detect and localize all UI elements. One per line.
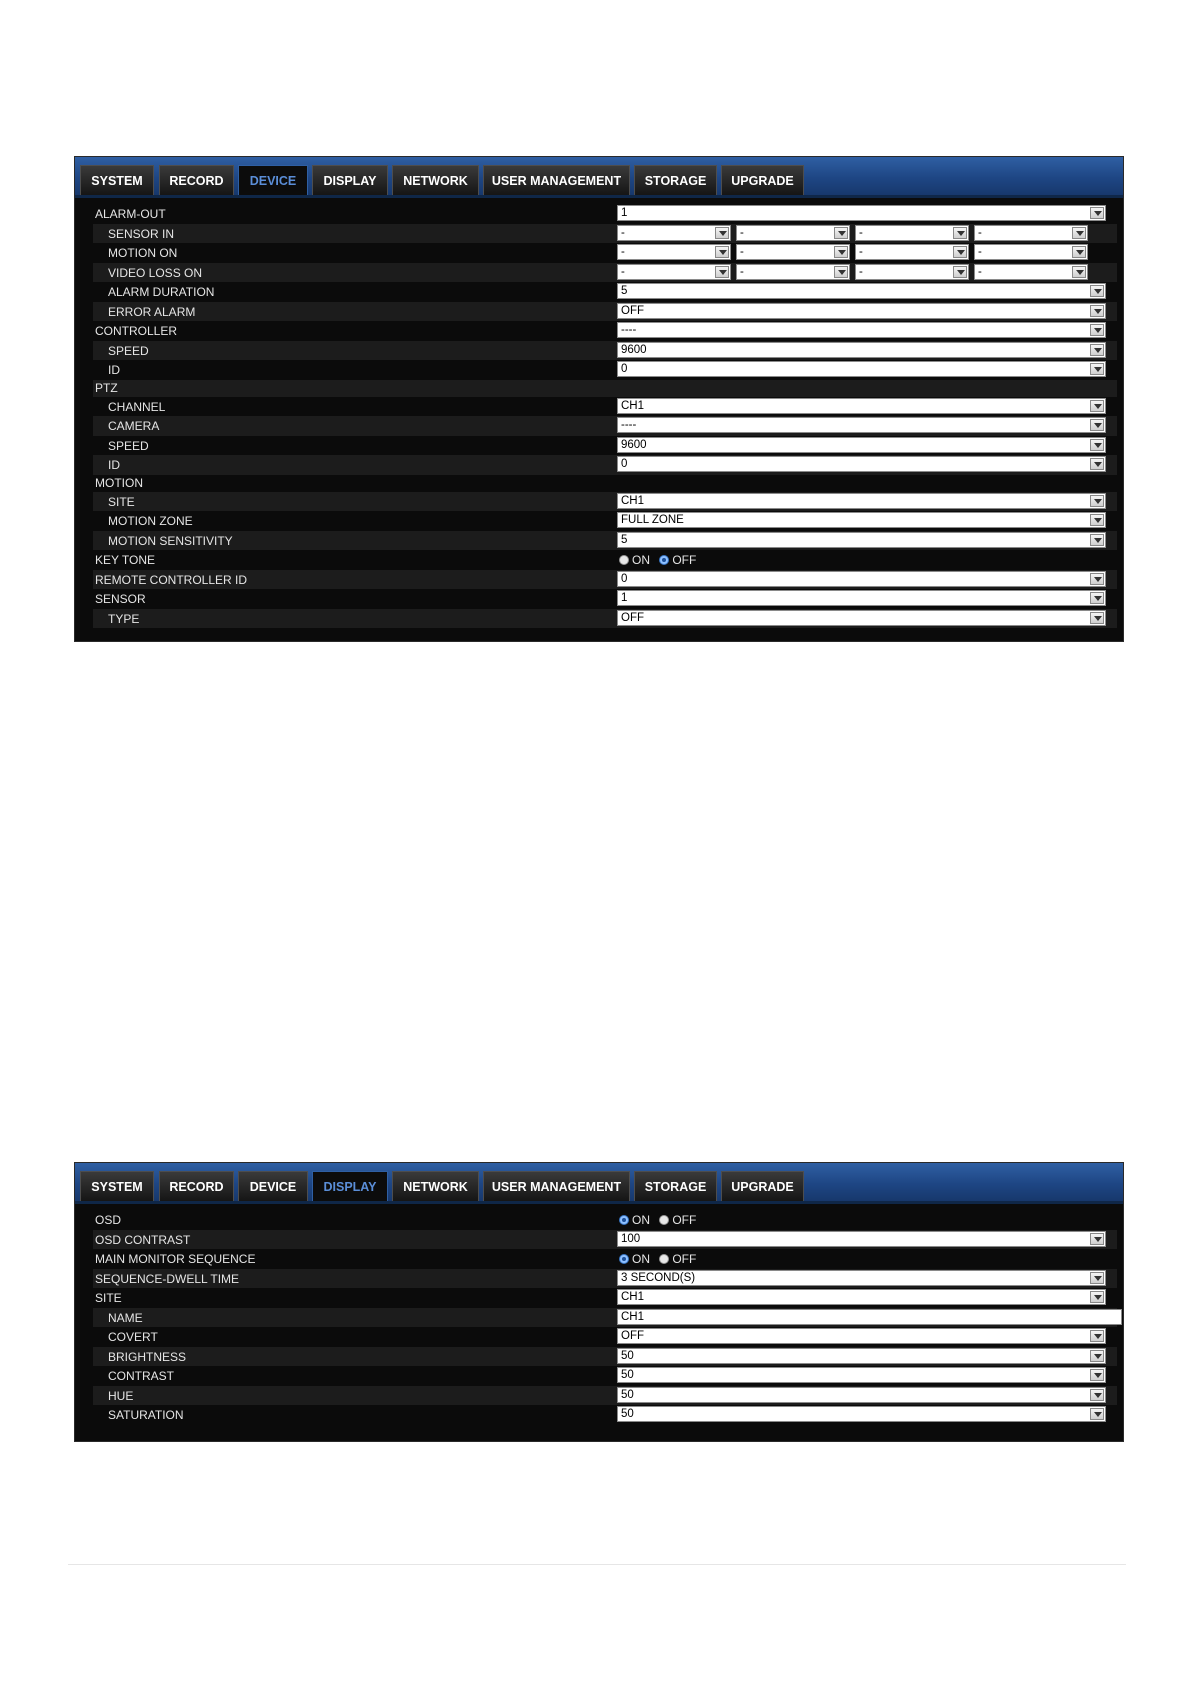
tab-user-management[interactable]: USER MANAGEMENT (483, 165, 630, 195)
chevron-down-icon[interactable] (1090, 1330, 1104, 1342)
key-tone-label: KEY TONE (95, 553, 156, 567)
row-contrast (93, 1366, 1117, 1386)
motion-site-label: SITE (108, 494, 135, 509)
sequence-dwell-time-select[interactable]: 3 SECOND(S) (617, 1270, 1106, 1286)
chevron-down-icon[interactable] (1090, 573, 1104, 585)
ptz-channel-label: CHANNEL (108, 399, 166, 414)
motion-zone-label: MOTION ZONE (108, 514, 193, 528)
display-settings-panel (74, 1162, 1124, 1442)
chevron-down-icon[interactable] (953, 227, 967, 239)
chevron-down-icon[interactable] (1090, 305, 1104, 317)
video-loss-on-select-1[interactable]: - (617, 264, 731, 280)
row-ptz-camera (93, 416, 1117, 436)
chevron-down-icon[interactable] (1090, 1389, 1104, 1401)
osd-off-radio[interactable]: OFF (659, 1213, 696, 1227)
row-brightness (93, 1347, 1117, 1367)
motion-on-select-3[interactable]: - (855, 244, 969, 260)
osd-radio-group (619, 1213, 702, 1227)
tab-upgrade[interactable]: UPGRADE (721, 1171, 804, 1201)
alarm-duration-label: ALARM DURATION (108, 285, 215, 299)
controller-id-select[interactable]: 0 (617, 361, 1106, 377)
chevron-down-icon[interactable] (1090, 207, 1104, 219)
row-motion-site (93, 492, 1117, 512)
motion-on-select-2[interactable]: - (736, 244, 850, 260)
tab-storage[interactable]: STORAGE (634, 165, 717, 195)
controller-label: CONTROLLER (95, 324, 178, 338)
chevron-down-icon[interactable] (834, 227, 848, 239)
alarm-out-select[interactable]: 1 (617, 205, 1106, 221)
sensor-in-select-3[interactable]: - (855, 225, 969, 241)
radio-checked-icon[interactable] (659, 555, 669, 565)
radio-checked-icon[interactable] (619, 1254, 629, 1264)
sequence-dwell-time-label: SEQUENCE-DWELL TIME (95, 1271, 240, 1286)
controller-speed-label: SPEED (108, 343, 149, 358)
chevron-down-icon[interactable] (1090, 1291, 1104, 1303)
chevron-down-icon[interactable] (1090, 612, 1104, 624)
chevron-down-icon[interactable] (1090, 458, 1104, 470)
tab-bar (75, 1163, 1123, 1204)
tab-record[interactable]: RECORD (159, 165, 234, 195)
contrast-select[interactable]: 50 (617, 1367, 1106, 1383)
key-tone-off-radio[interactable]: OFF (659, 553, 696, 567)
tab-storage[interactable]: STORAGE (634, 1171, 717, 1201)
radio-unchecked-icon[interactable] (659, 1254, 669, 1264)
radio-unchecked-icon[interactable] (619, 555, 629, 565)
chevron-down-icon[interactable] (1072, 227, 1086, 239)
tab-device[interactable]: DEVICE (238, 1171, 308, 1201)
row-controller-speed (93, 341, 1117, 361)
chevron-down-icon[interactable] (1090, 534, 1104, 546)
row-ptz-speed (93, 436, 1117, 456)
osd-on-radio[interactable]: ON (619, 1213, 650, 1227)
chevron-down-icon[interactable] (834, 246, 848, 258)
chevron-down-icon[interactable] (1090, 592, 1104, 604)
motion-on-select-1[interactable]: - (617, 244, 731, 260)
chevron-down-icon[interactable] (715, 227, 729, 239)
ptz-speed-select[interactable]: 9600 (617, 437, 1106, 453)
motion-on-select-4[interactable]: - (974, 244, 1088, 260)
key-tone-radio-group (619, 553, 702, 567)
settings-list (93, 204, 1117, 628)
page-divider (68, 1564, 1126, 1565)
chevron-down-icon[interactable] (1090, 324, 1104, 336)
tab-upgrade[interactable]: UPGRADE (721, 165, 804, 195)
chevron-down-icon[interactable] (1090, 1233, 1104, 1245)
tab-record[interactable]: RECORD (159, 1171, 234, 1201)
main-monitor-sequence-radio-group (619, 1252, 702, 1266)
row-sensor-in (93, 224, 1117, 244)
tab-display[interactable]: DISPLAY (312, 165, 388, 195)
covert-select[interactable]: OFF (617, 1328, 1106, 1344)
video-loss-on-select-4[interactable]: - (974, 264, 1088, 280)
tab-bar (75, 157, 1123, 198)
chevron-down-icon[interactable] (1090, 495, 1104, 507)
motion-sensitivity-label: MOTION SENSITIVITY (108, 533, 233, 548)
sensor-in-select-1[interactable]: - (617, 225, 731, 241)
controller-id-label: ID (108, 363, 120, 377)
ptz-channel-select[interactable]: CH1 (617, 398, 1106, 414)
sequence-off-radio[interactable]: OFF (659, 1252, 696, 1266)
row-video-loss-on (93, 263, 1117, 283)
covert-label: COVERT (108, 1330, 158, 1344)
row-motion-zone (93, 511, 1117, 531)
chevron-down-icon[interactable] (1090, 419, 1104, 431)
sensor-in-select-4[interactable]: - (974, 225, 1088, 241)
chevron-down-icon[interactable] (1090, 1272, 1104, 1284)
row-motion-sensitivity (93, 531, 1117, 551)
chevron-down-icon[interactable] (1072, 246, 1086, 258)
osd-contrast-select[interactable]: 100 (617, 1231, 1106, 1247)
chevron-down-icon[interactable] (1072, 266, 1086, 278)
tab-display[interactable]: DISPLAY (312, 1171, 388, 1201)
row-ptz (93, 380, 1117, 397)
sensor-label: SENSOR (95, 592, 146, 606)
ptz-speed-label: SPEED (108, 438, 149, 453)
key-tone-on-radio[interactable]: ON (619, 553, 650, 567)
chevron-down-icon[interactable] (1090, 344, 1104, 356)
row-ptz-channel (93, 397, 1117, 417)
chevron-down-icon[interactable] (1090, 1350, 1104, 1362)
chevron-down-icon[interactable] (1090, 1369, 1104, 1381)
sequence-on-radio[interactable]: ON (619, 1252, 650, 1266)
chevron-down-icon[interactable] (953, 266, 967, 278)
chevron-down-icon[interactable] (1090, 400, 1104, 412)
row-controller (93, 321, 1117, 341)
row-error-alarm (93, 302, 1117, 322)
row-remote-controller-id (93, 570, 1117, 590)
row-name (93, 1308, 1117, 1328)
remote-controller-id-select[interactable]: 0 (617, 571, 1106, 587)
sensor-select[interactable]: 1 (617, 590, 1106, 606)
chevron-down-icon[interactable] (1090, 439, 1104, 451)
radio-checked-icon[interactable] (619, 1215, 629, 1225)
row-sensor (93, 589, 1117, 609)
main-monitor-sequence-label: MAIN MONITOR SEQUENCE (95, 1252, 256, 1266)
video-loss-on-label: VIDEO LOSS ON (108, 265, 203, 280)
name-input[interactable]: CH1 (617, 1309, 1122, 1325)
name-label: NAME (108, 1310, 143, 1325)
motion-label: MOTION (95, 475, 143, 490)
sensor-in-select-2[interactable]: - (736, 225, 850, 241)
settings-list (93, 1210, 1117, 1425)
motion-zone-select[interactable]: FULL ZONE (617, 512, 1106, 528)
row-hue (93, 1386, 1117, 1406)
video-loss-on-select-2[interactable]: - (736, 264, 850, 280)
sensor-in-label: SENSOR IN (108, 226, 175, 241)
contrast-label: CONTRAST (108, 1369, 174, 1383)
chevron-down-icon[interactable] (1090, 1408, 1104, 1420)
tab-user-management[interactable]: USER MANAGEMENT (483, 1171, 630, 1201)
ptz-label: PTZ (95, 380, 118, 395)
chevron-down-icon[interactable] (834, 266, 848, 278)
motion-sensitivity-select[interactable]: 5 (617, 532, 1106, 548)
alarm-duration-select[interactable]: 5 (617, 283, 1106, 299)
motion-on-label: MOTION ON (108, 246, 178, 260)
motion-site-select[interactable]: CH1 (617, 493, 1106, 509)
error-alarm-label: ERROR ALARM (108, 304, 196, 319)
controller-select[interactable]: ---- (617, 322, 1106, 338)
row-osd (93, 1210, 1117, 1230)
osd-contrast-label: OSD CONTRAST (95, 1232, 191, 1247)
tab-system[interactable]: SYSTEM (80, 1171, 154, 1201)
brightness-label: BRIGHTNESS (108, 1349, 187, 1364)
tab-system[interactable]: SYSTEM (80, 165, 154, 195)
chevron-down-icon[interactable] (1090, 514, 1104, 526)
chevron-down-icon[interactable] (1090, 285, 1104, 297)
row-alarm-duration (93, 282, 1117, 302)
chevron-down-icon[interactable] (953, 246, 967, 258)
tab-device[interactable]: DEVICE (238, 165, 308, 195)
row-motion-on (93, 243, 1117, 263)
row-sequence-dwell-time (93, 1269, 1117, 1289)
ptz-camera-select[interactable]: ---- (617, 417, 1106, 433)
video-loss-on-select-3[interactable]: - (855, 264, 969, 280)
device-settings-panel (74, 156, 1124, 642)
error-alarm-select[interactable]: OFF (617, 303, 1106, 319)
row-saturation (93, 1405, 1117, 1425)
row-alarm-out (93, 204, 1117, 224)
ptz-id-select[interactable]: 0 (617, 456, 1106, 472)
row-covert (93, 1327, 1117, 1347)
row-site (93, 1288, 1117, 1308)
osd-label: OSD (95, 1213, 122, 1227)
chevron-down-icon[interactable] (715, 266, 729, 278)
chevron-down-icon[interactable] (1090, 363, 1104, 375)
sensor-type-select[interactable]: OFF (617, 610, 1106, 626)
row-osd-contrast (93, 1230, 1117, 1250)
tab-network[interactable]: NETWORK (392, 1171, 479, 1201)
tab-network[interactable]: NETWORK (392, 165, 479, 195)
ptz-id-label: ID (108, 458, 120, 472)
radio-unchecked-icon[interactable] (659, 1215, 669, 1225)
row-main-monitor-sequence (93, 1249, 1117, 1269)
saturation-label: SATURATION (108, 1408, 184, 1422)
site-select[interactable]: CH1 (617, 1289, 1106, 1305)
brightness-select[interactable]: 50 (617, 1348, 1106, 1364)
hue-label: HUE (108, 1388, 134, 1403)
chevron-down-icon[interactable] (715, 246, 729, 258)
saturation-select[interactable]: 50 (617, 1406, 1106, 1422)
alarm-out-label: ALARM-OUT (95, 207, 166, 221)
row-motion (93, 475, 1117, 492)
row-controller-id (93, 360, 1117, 380)
row-sensor-type (93, 609, 1117, 629)
row-key-tone (93, 550, 1117, 570)
remote-controller-id-label: REMOTE CONTROLLER ID (95, 572, 248, 587)
ptz-camera-label: CAMERA (108, 419, 160, 433)
controller-speed-select[interactable]: 9600 (617, 342, 1106, 358)
hue-select[interactable]: 50 (617, 1387, 1106, 1403)
site-label: SITE (95, 1291, 122, 1305)
sensor-type-label: TYPE (108, 611, 140, 626)
row-ptz-id (93, 455, 1117, 475)
